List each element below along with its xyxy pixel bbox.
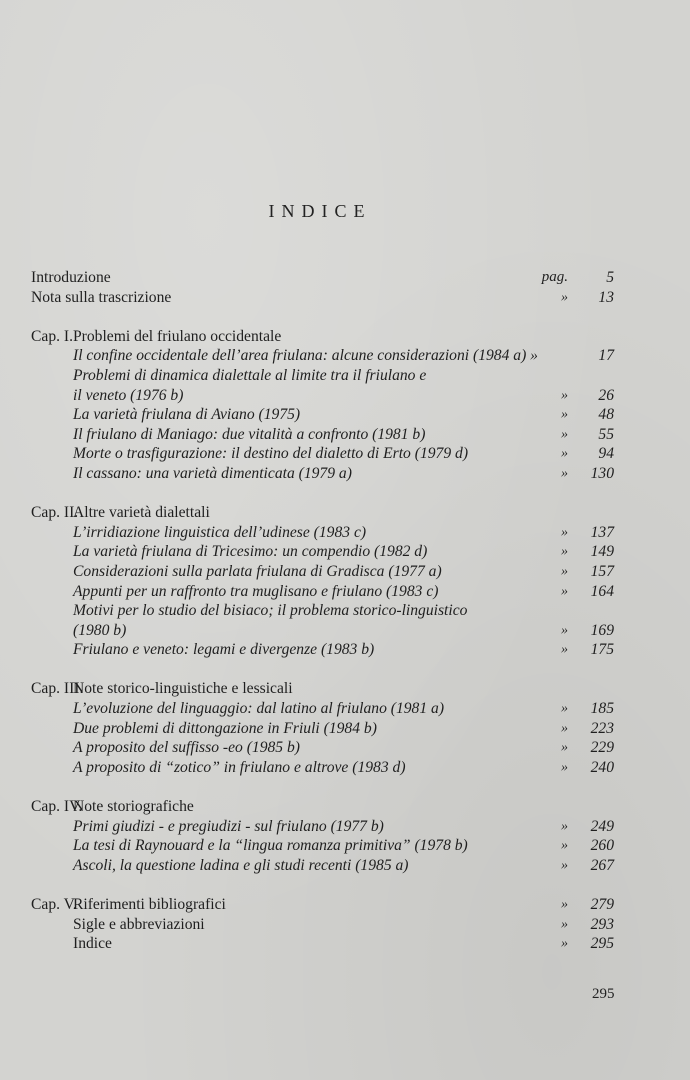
toc-entry: [31, 817, 614, 837]
chapter-heading: [31, 503, 614, 523]
chapter-title: Note storico-linguistiche e lessicali: [73, 680, 293, 698]
entry-title: Primi giudizi - e pregiudizi - sul friulano (1977 b): [73, 817, 384, 835]
toc-entry: [31, 523, 614, 543]
toc-marker: »: [561, 857, 568, 873]
toc-marker: »: [561, 740, 568, 756]
toc-page-number: 149: [590, 543, 614, 561]
toc-page-number: 55: [598, 425, 614, 443]
chapter-title: Note storiografiche: [73, 798, 194, 816]
toc-page-number: 279: [590, 896, 614, 913]
toc-marker: »: [561, 916, 568, 932]
toc-page-number: 17: [598, 347, 614, 365]
entry-title: (1980 b): [73, 621, 127, 639]
entry-title: L’irridiazione linguistica dell’udinese (1983 c): [73, 523, 367, 541]
chapter-title: Altre varietà dialettali: [73, 504, 210, 522]
toc-page-number: 5: [606, 269, 614, 286]
toc-marker: »: [561, 583, 568, 599]
toc-page-number: 94: [598, 445, 614, 463]
toc-entry: [31, 405, 614, 425]
toc-marker: »: [561, 701, 568, 717]
chapter-heading: [31, 895, 614, 915]
toc-marker: »: [561, 622, 568, 638]
chapter-number: Cap. I.: [31, 327, 74, 345]
toc-entry: [31, 562, 614, 582]
entry-title: Friulano e veneto: legami e divergenze (1983 b): [73, 641, 375, 659]
entry-title: Il friulano di Maniago: due vitalità a confronto (1981 b): [73, 425, 426, 443]
entry-title: Problemi di dinamica dialettale al limite tra il friulano e: [73, 366, 427, 384]
toc-page-number: 223: [590, 719, 614, 737]
toc-entry: [31, 582, 614, 602]
page-title: INDICE: [268, 201, 372, 221]
toc-label: Sigle e abbreviazioni: [73, 915, 205, 933]
entry-title: Il confine occidentale dell’area friulana: alcune considerazioni (1984 a) »: [73, 347, 538, 365]
entry-title: La varietà friulana di Tricesimo: un compendio (1982 d): [73, 543, 428, 561]
toc-marker: »: [561, 465, 568, 481]
toc-marker: »: [561, 720, 568, 736]
toc-marker: »: [561, 407, 568, 423]
toc-entry: [31, 464, 614, 484]
toc-marker: »: [561, 426, 568, 442]
toc-entry-continued: [31, 386, 614, 406]
chapter-number: Cap. V.: [31, 896, 77, 913]
toc-entry: [31, 758, 614, 778]
chapter-title: Problemi del friulano occidentale: [73, 327, 282, 345]
toc-page-number: 157: [590, 562, 614, 580]
toc-page-number: 240: [590, 758, 614, 776]
toc-page-number: 13: [598, 288, 614, 306]
toc-marker: »: [561, 759, 568, 775]
toc-row-indice: [31, 934, 614, 954]
toc-marker: »: [561, 563, 568, 579]
toc-marker: »: [561, 642, 568, 658]
toc-entry: [31, 836, 614, 856]
toc-marker: »: [561, 544, 568, 560]
toc-marker: »: [561, 446, 568, 462]
entry-title: Appunti per un raffronto tra muglisano e friulano (1983 c): [73, 582, 439, 600]
toc-marker: »: [561, 289, 568, 305]
entry-title: La varietà friulana di Aviano (1975): [73, 406, 301, 424]
toc-row-sigle: [31, 915, 614, 935]
chapter-title: Riferimenti bibliografici: [73, 896, 226, 913]
toc-entry: [31, 719, 614, 739]
entry-title: A proposito del suffisso -eo (1985 b): [73, 739, 300, 757]
toc-entry: [31, 366, 614, 386]
entry-title: Motivi per lo studio del bisiaco; il problema storico-linguistico: [73, 602, 468, 620]
toc-page-number: 293: [590, 915, 614, 933]
toc-entry: [31, 856, 614, 876]
toc-page-number: 229: [590, 739, 614, 757]
toc-page-number: 185: [590, 700, 614, 718]
entry-title: il veneto (1976 b): [73, 386, 184, 404]
chapter-number: Cap. III.: [31, 680, 84, 698]
toc-label: Nota sulla trascrizione: [31, 288, 172, 306]
entry-title: Considerazioni sulla parlata friulana di Gradisca (1977 a): [73, 562, 442, 580]
entry-title: L’evoluzione del linguaggio: dal latino al friulano (1981 a): [73, 700, 445, 718]
toc-marker: »: [561, 818, 568, 834]
toc-entry-continued: [31, 621, 614, 641]
toc-page-number: 48: [598, 406, 614, 424]
toc-entry: [31, 601, 614, 621]
entry-title: La tesi di Raynouard e la “lingua romanza primitiva” (1978 b): [73, 837, 468, 855]
toc-marker: »: [561, 897, 568, 912]
toc-label: Indice: [73, 935, 112, 953]
toc-entry: [31, 699, 614, 719]
toc-page-number: 137: [590, 523, 614, 541]
chapter-heading: [31, 679, 614, 699]
entry-title: Due problemi di dittongazione in Friuli (1984 b): [73, 719, 377, 737]
entry-title: Morte o trasfigurazione: il destino del dialetto di Erto (1979 d): [73, 445, 469, 463]
toc-entry: [31, 346, 614, 366]
toc-page-number: 249: [590, 817, 614, 835]
chapter-number: Cap. IV.: [31, 798, 83, 816]
toc-entry: [31, 444, 614, 464]
toc-marker: »: [561, 838, 568, 854]
toc-row-nota: [31, 288, 614, 308]
toc-page-number: 295: [590, 935, 614, 953]
entry-title: A proposito di “zotico” in friulano e altrove (1983 d): [73, 758, 406, 776]
toc-marker: »: [561, 387, 568, 403]
toc-page-number: 164: [590, 582, 614, 600]
page-folio: 295: [592, 986, 615, 1002]
toc-page-number: 26: [598, 386, 614, 404]
toc-label: Introduzione: [31, 269, 111, 286]
chapter-number: Cap. II.: [31, 504, 79, 522]
toc-page-number: 260: [590, 837, 614, 855]
toc-page-number: 169: [590, 621, 614, 639]
toc-marker: »: [561, 524, 568, 540]
entry-title: Il cassano: una varietà dimenticata (1979 a): [73, 464, 352, 482]
entry-title: Ascoli, la questione ladina e gli studi recenti (1985 a): [73, 856, 409, 874]
chapter-heading: [31, 327, 614, 347]
toc-entry: [31, 640, 614, 660]
toc-page-number: 130: [590, 464, 614, 482]
toc-page-number: 175: [590, 641, 614, 659]
toc-entry: [31, 542, 614, 562]
toc-page-number: 267: [590, 856, 614, 874]
toc-marker: pag.: [541, 269, 568, 285]
table-of-contents: [31, 268, 614, 954]
chapter-heading: [31, 797, 614, 817]
toc-entry: [31, 738, 614, 758]
toc-entry: [31, 425, 614, 445]
toc-row-introduzione: [31, 268, 614, 288]
toc-marker: »: [561, 936, 568, 952]
